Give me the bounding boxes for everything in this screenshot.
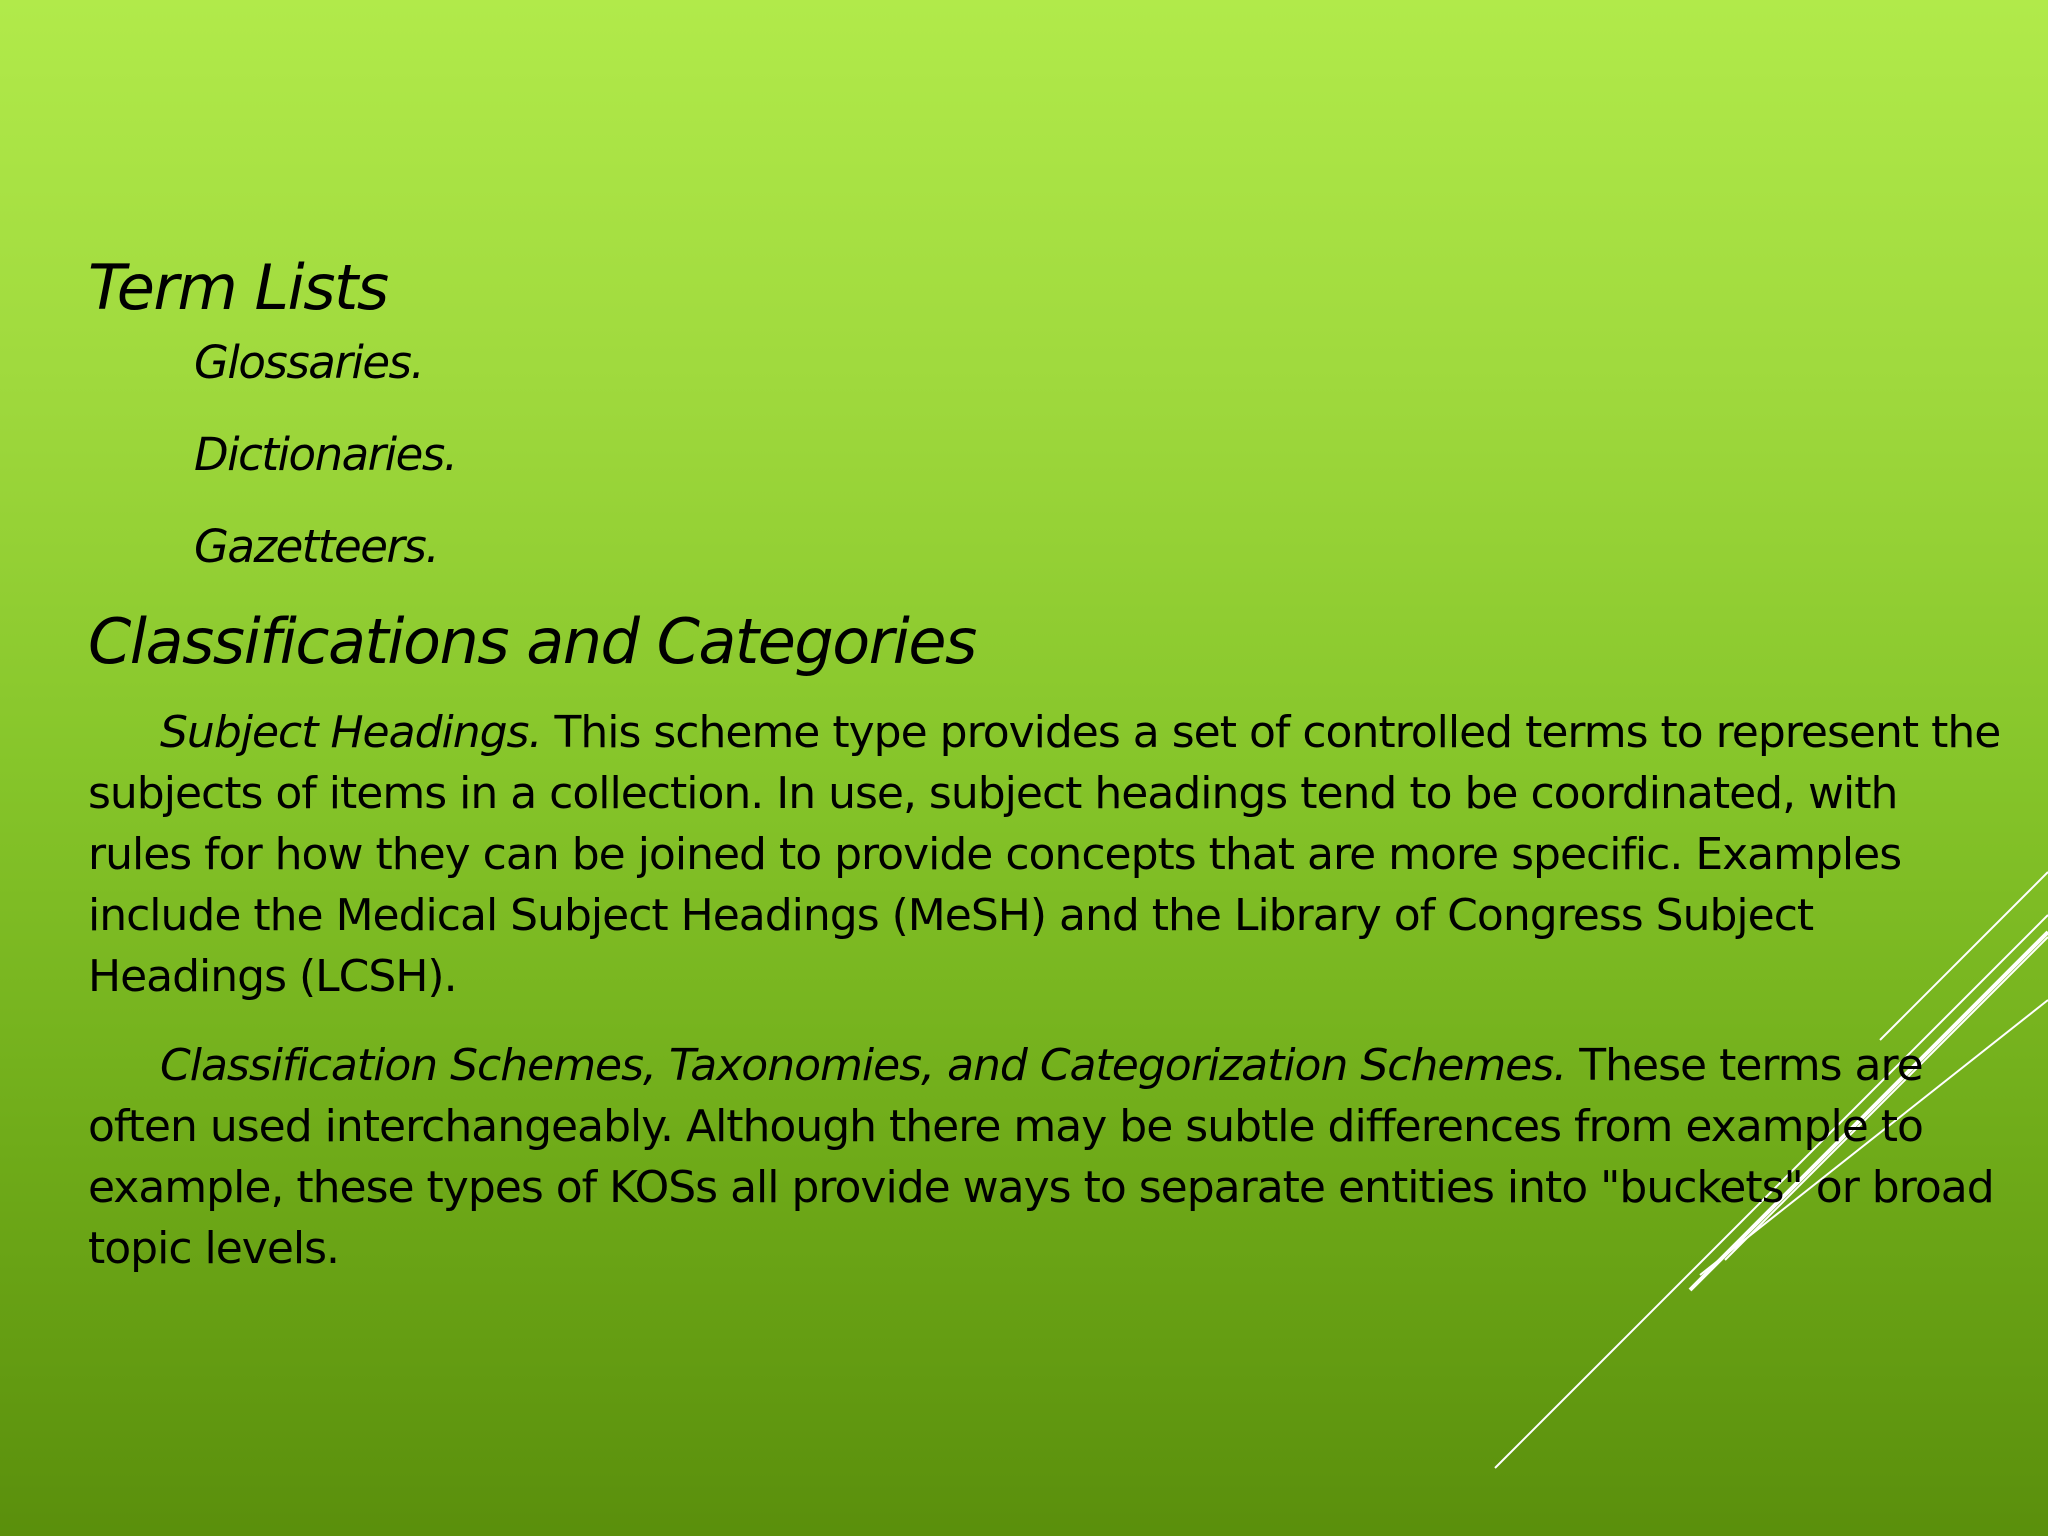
heading-term-lists: Term Lists xyxy=(88,251,388,324)
paragraph-classification-schemes xyxy=(88,1035,2008,1279)
paragraph-body-classification-schemes: These terms are often used interchangeably. Although there may be subtle differences from example to example, these types of KOSs all provide ways to separate entities into "buckets" or broad topic levels. xyxy=(88,1040,1994,1274)
paragraph-lead-subject-headings: Subject Headings. xyxy=(160,707,542,758)
list-item-dictionaries: Dictionaries. xyxy=(194,428,457,481)
paragraph-subject-headings xyxy=(88,702,2008,1007)
paragraph-lead-classification-schemes: Classification Schemes, Taxonomies, and Categorization Schemes. xyxy=(160,1040,1567,1091)
paragraph-body-subject-headings: This scheme type provides a set of controlled terms to represent the subjects of items in a collection. In use, subject headings tend to be coordinated, with rules for how they can be joined to provide concepts that are more specific. Examples include the Medical Subject Headings (MeSH) and the Library of Congress Subject Headings (LCSH). xyxy=(88,707,2001,1002)
slide-content xyxy=(88,252,2008,1307)
list-item-glossaries: Glossaries. xyxy=(194,336,424,389)
list-item-gazetteers: Gazetteers. xyxy=(194,520,439,573)
heading-classifications: Classifications and Categories xyxy=(88,605,976,678)
